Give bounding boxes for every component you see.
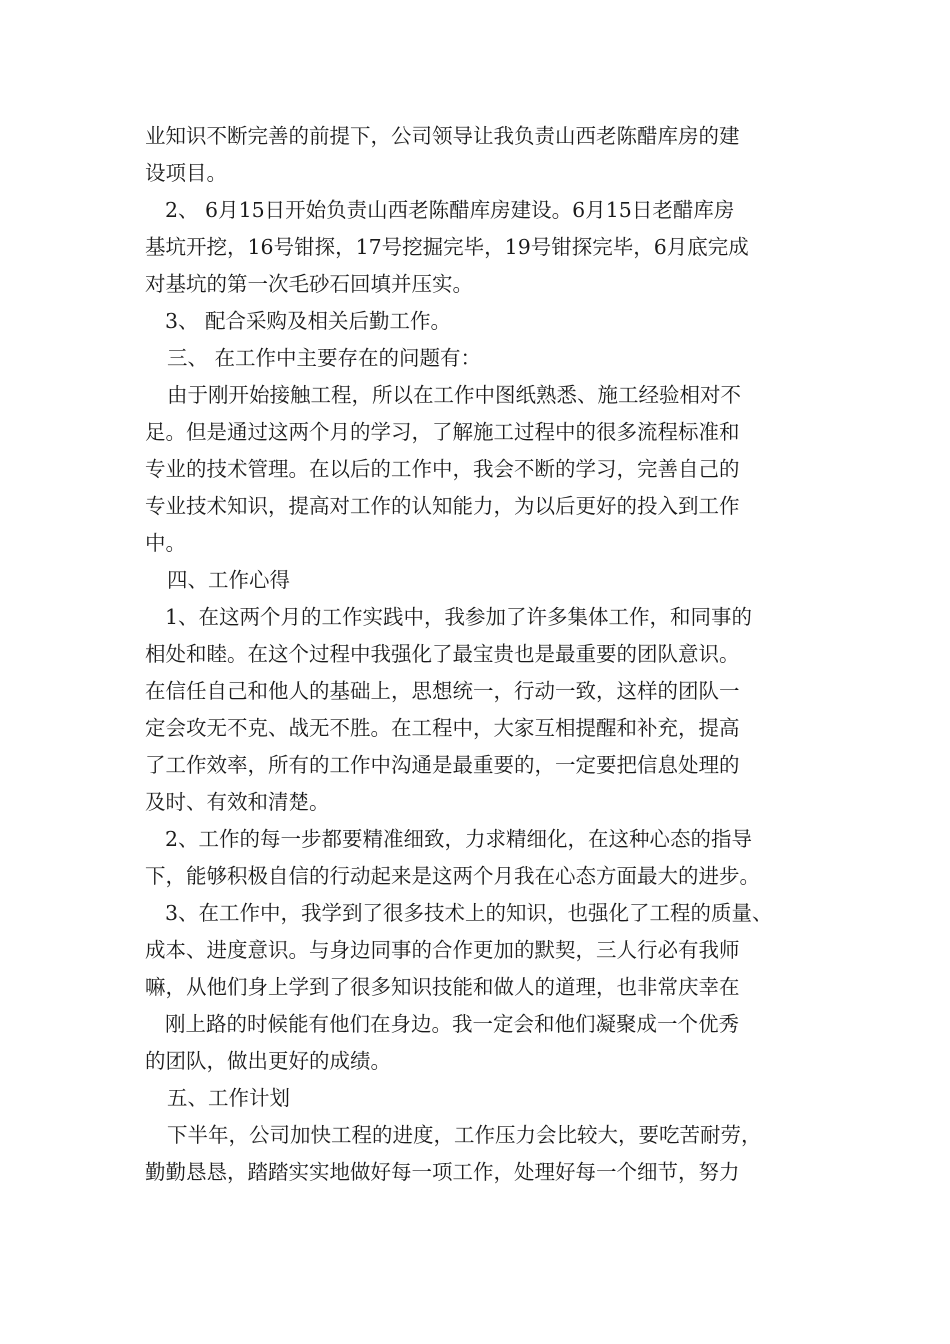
- text-line: 了工作效率，所有的工作中沟通是最重要的，一定要把信息处理的: [145, 753, 740, 777]
- text-line: 足。但是通过这两个月的学习，了解施工过程中的很多流程标准和: [145, 420, 740, 444]
- text-line: 四、工作心得: [167, 568, 290, 592]
- text-line: 2、工作的每一步都要精准细致，力求精细化，在这种心态的指导: [165, 827, 753, 851]
- text-line: 对基坑的第一次毛砂石回填并压实。: [145, 272, 473, 296]
- text-line: 专业的技术管理。在以后的工作中，我会不断的学习，完善自己的: [145, 457, 740, 481]
- text-line: 在信任自己和他人的基础上，思想统一，行动一致，这样的团队一: [145, 679, 740, 703]
- text-line: 基坑开挖，16号钳探，17号挖掘完毕，19号钳探完毕，6月底完成: [145, 235, 749, 259]
- text-line: 下半年，公司加快工程的进度，工作压力会比较大，要吃苦耐劳，: [167, 1123, 762, 1147]
- text-line: 中。: [145, 531, 186, 555]
- text-line: 3、 配合采购及相关后勤工作。: [165, 309, 452, 333]
- text-line: 2、 6月15日开始负责山西老陈醋库房建设。6月15日老醋库房: [165, 198, 735, 222]
- body-text: [145, 118, 815, 1191]
- text-line: 嘛，从他们身上学到了很多知识技能和做人的道理，也非常庆幸在: [145, 975, 740, 999]
- text-line: 下，能够积极自信的行动起来是这两个月我在心态方面最大的进步。: [145, 864, 760, 888]
- text-line: 五、工作计划: [167, 1086, 290, 1110]
- text-line: 三、 在工作中主要存在的问题有：: [167, 346, 482, 370]
- text-line: 专业技术知识，提高对工作的认知能力，为以后更好的投入到工作: [145, 494, 740, 518]
- text-line: 相处和睦。在这个过程中我强化了最宝贵也是最重要的团队意识。: [145, 642, 740, 666]
- text-line: 勤勤恳恳，踏踏实实地做好每一项工作，处理好每一个细节，努力: [145, 1160, 740, 1184]
- text-line: 定会攻无不克、战无不胜。在工程中，大家互相提醒和补充，提高: [145, 716, 740, 740]
- text-line: 业知识不断完善的前提下，公司领导让我负责山西老陈醋库房的建: [145, 124, 740, 148]
- text-line: 及时、有效和清楚。: [145, 790, 330, 814]
- text-line: 刚上路的时候能有他们在身边。我一定会和他们凝聚成一个优秀: [165, 1012, 739, 1036]
- text-line: 的团队，做出更好的成绩。: [145, 1049, 391, 1073]
- text-line: 1、在这两个月的工作实践中，我参加了许多集体工作，和同事的: [165, 605, 753, 629]
- text-line: 设项目。: [145, 161, 227, 185]
- text-line: 成本、进度意识。与身边同事的合作更加的默契，三人行必有我师: [145, 938, 740, 962]
- text-line: 由于刚开始接触工程，所以在工作中图纸熟悉、施工经验相对不: [167, 383, 741, 407]
- text-line: 3、在工作中，我学到了很多技术上的知识，也强化了工程的质量、: [165, 901, 773, 925]
